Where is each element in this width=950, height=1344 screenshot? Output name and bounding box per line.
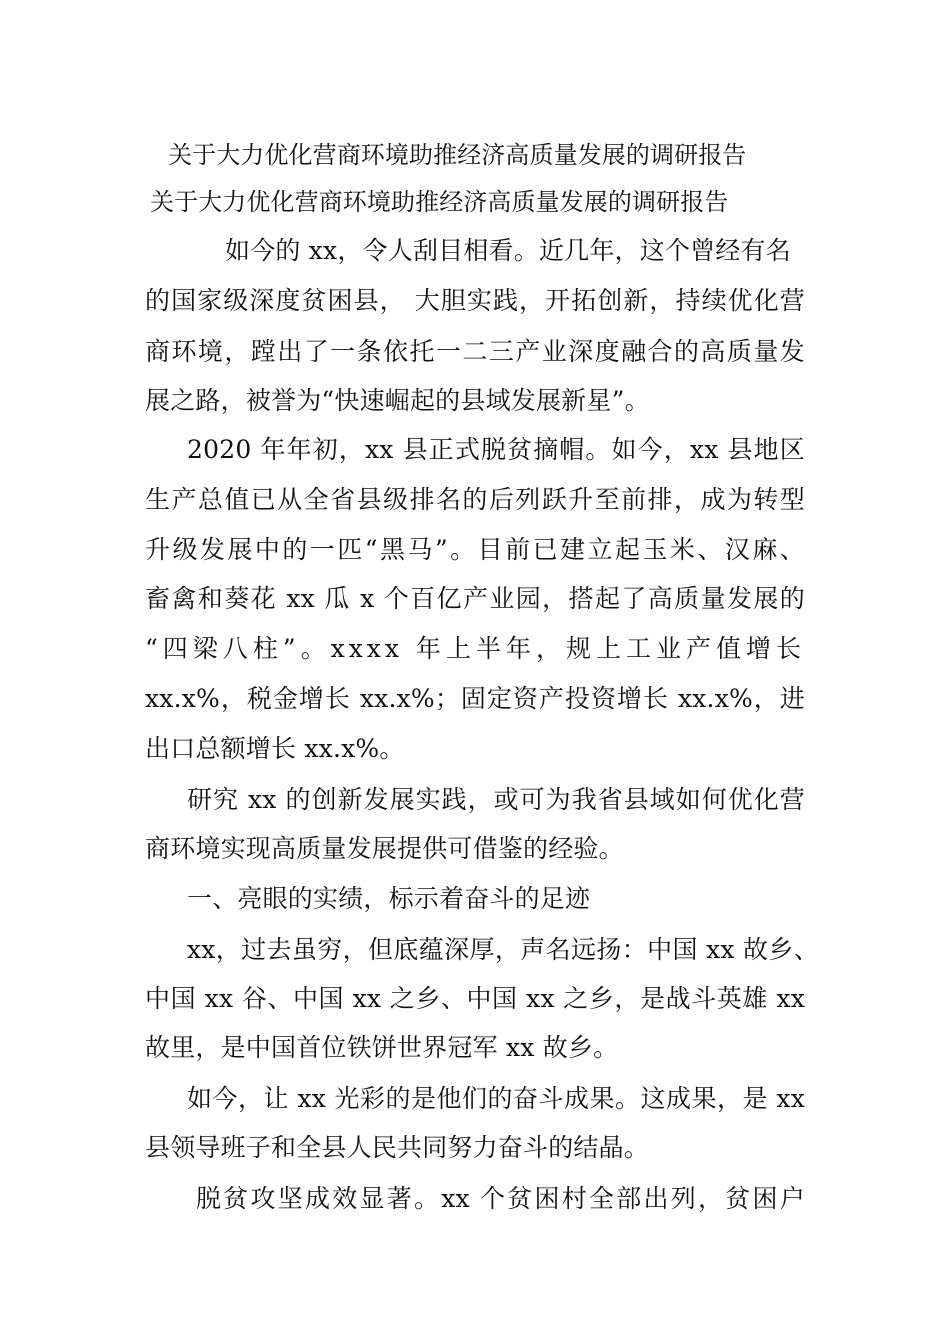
paragraph-line: xx.x%，税金增长 xx.x%；固定资产投资增长 xx.x%，进 (145, 684, 805, 713)
paragraph-line: 故里，是中国首位铁饼世界冠军 xx 故乡。 (145, 1033, 619, 1062)
paragraph-line: 展之路，被誉为“快速崛起的县域发展新星”。 (145, 386, 650, 415)
paragraph-line: 2020 年年初，xx 县正式脱贫摘帽。如今，xx 县地区 (187, 435, 805, 464)
paragraph-line: 畜禽和葵花 xx 瓜 x 个百亿产业园，搭起了高质量发展的 (145, 584, 805, 613)
paragraph-line: 脱贫攻坚成效显著。xx 个贫困村全部出列，贫困户 (196, 1184, 805, 1213)
paragraph-line: 生产总值已从全省县级排名的后列跃升至前排，成为转型 (145, 485, 805, 514)
paragraph-line: 研究 xx 的创新发展实践，或可为我省县域如何优化营 (187, 785, 805, 814)
paragraph-line: 的国家级深度贫困县， 大胆实践，开拓创新，持续优化营 (145, 286, 805, 315)
paragraph-line: “四梁八柱”。xxxx 年上半年，规上工业产值增长 (145, 634, 805, 663)
document-title-repeat: 关于大力优化营商环境助推经济高质量发展的调研报告 (150, 188, 729, 216)
paragraph-line: 商环境，蹚出了一条依托一二三产业深度融合的高质量发 (145, 337, 805, 366)
paragraph-line: 如今的 xx，令人刮目相看。近几年，这个曾经有名 (225, 236, 791, 265)
paragraph-line: 如今，让 xx 光彩的是他们的奋斗成果。这成果，是 xx (187, 1084, 805, 1113)
paragraph-line: 中国 xx 谷、中国 xx 之乡、中国 xx 之乡，是战斗英雄 xx (145, 984, 805, 1013)
paragraph-line: 出口总额增长 xx.x%。 (145, 734, 405, 763)
document-title: 关于大力优化营商环境助推经济高质量发展的调研报告 (168, 141, 747, 169)
paragraph-line: 商环境实现高质量发展提供可借鉴的经验。 (145, 834, 624, 863)
section-heading: 一、亮眼的实绩，标示着奋斗的足迹 (187, 884, 591, 913)
paragraph-line: 县领导班子和全县人民共同努力奋斗的结晶。 (145, 1133, 650, 1162)
paragraph-line: xx，过去虽穷，但底蕴深厚，声名远扬：中国 xx 故乡、 (187, 935, 819, 964)
paragraph-line: 升级发展中的一匹“黑马”。目前已建立起玉米、汉麻、 (145, 535, 805, 564)
